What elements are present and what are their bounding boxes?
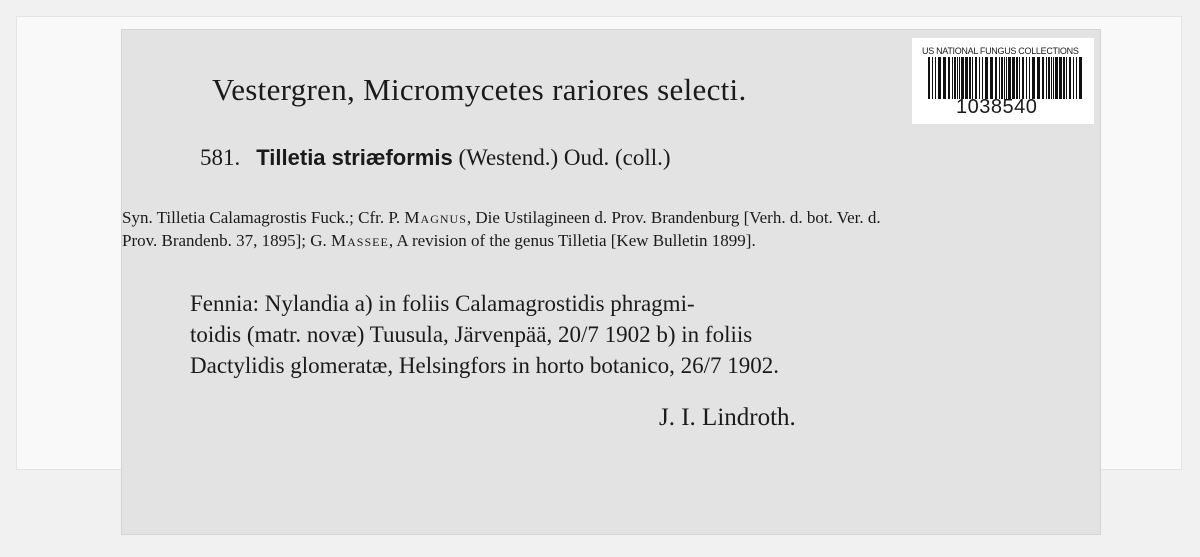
barcode-label bbox=[912, 38, 1094, 124]
barcode-bar bbox=[1066, 57, 1067, 99]
author-magnus: Magnus bbox=[404, 208, 467, 227]
catalog-number: 1038540 bbox=[956, 96, 1038, 118]
barcode-bar bbox=[999, 57, 1000, 99]
barcode-bar bbox=[1076, 57, 1077, 99]
barcode-bar bbox=[935, 57, 936, 99]
locality-line: Dactylidis glomeratæ, Helsingfors in horto botanico, 26/7 1902. bbox=[190, 353, 779, 378]
locality-line: toidis (matr. novæ) Tuusula, Järvenpää, 20/7 1902 b) in foliis bbox=[190, 322, 753, 347]
barcode-bar bbox=[1029, 57, 1030, 99]
barcode-bar bbox=[1026, 57, 1027, 99]
locality-line: Fennia: Nylandia a) in foliis Calamagrostidis phragmi- bbox=[190, 291, 695, 316]
species-name: Tilletia striæformis bbox=[256, 145, 453, 170]
barcode-bar bbox=[1046, 57, 1047, 99]
species-line bbox=[200, 145, 671, 171]
barcode-bar bbox=[928, 57, 930, 99]
barcode-bar bbox=[1069, 57, 1071, 99]
barcode-bar bbox=[975, 57, 977, 99]
collector-name: J. I. Lindroth. bbox=[659, 404, 796, 431]
barcode-bar bbox=[1055, 57, 1058, 99]
barcode-bar bbox=[1073, 57, 1074, 99]
barcode-bar bbox=[943, 57, 946, 99]
barcode-bar bbox=[1006, 57, 1007, 99]
barcode-bar bbox=[1012, 57, 1015, 99]
locality-text bbox=[190, 288, 779, 381]
barcode-bar bbox=[982, 57, 983, 99]
barcode-bar bbox=[985, 57, 988, 99]
barcode-bar bbox=[1019, 57, 1020, 99]
barcode-bar bbox=[948, 57, 950, 99]
barcode-bar bbox=[1032, 57, 1035, 99]
barcode-bar bbox=[959, 57, 960, 99]
barcode-bar bbox=[957, 57, 958, 99]
barcode-bar bbox=[1022, 57, 1024, 99]
species-authority: (Westend.) Oud. (coll.) bbox=[452, 145, 671, 170]
barcode-bar bbox=[1048, 57, 1050, 99]
institution-name: US NATIONAL FUNGUS COLLECTIONS bbox=[922, 46, 1079, 56]
barcode-bar bbox=[979, 57, 980, 99]
barcode-bar bbox=[954, 57, 956, 99]
barcode-bar bbox=[965, 57, 968, 99]
barcode-bar bbox=[1079, 57, 1082, 99]
barcode-bar bbox=[1001, 57, 1003, 99]
barcode-bar bbox=[1037, 57, 1040, 99]
synonymy-part: , Die Ustilagineen d. Prov. Brandenburg [Verh. d. bot. Ver. d. Prov. Brandenb. 37, 1895]; G. bbox=[122, 208, 881, 250]
barcode-bar bbox=[1016, 57, 1018, 99]
barcode-bar bbox=[961, 57, 964, 99]
synonymy-part: Syn. Tilletia Calamagrostis Fuck.; Cfr. P. bbox=[122, 208, 405, 227]
barcode-bars bbox=[928, 57, 1086, 99]
barcode-bar bbox=[1063, 57, 1065, 99]
synonymy-part: , A revision of the genus Tilletia [Kew Bulletin 1899]. bbox=[388, 231, 756, 250]
synonymy-text bbox=[122, 206, 888, 252]
barcode-bar bbox=[995, 57, 997, 99]
barcode-bar bbox=[1051, 57, 1052, 99]
barcode-bar bbox=[952, 57, 953, 99]
barcode-bar bbox=[938, 57, 941, 99]
barcode-bar bbox=[1004, 57, 1005, 99]
barcode-bar bbox=[932, 57, 933, 99]
exsiccata-number: 581. bbox=[200, 145, 241, 170]
barcode-bar bbox=[990, 57, 993, 99]
barcode-bar bbox=[1053, 57, 1054, 99]
barcode-bar bbox=[972, 57, 973, 99]
barcode-bar bbox=[1042, 57, 1044, 99]
barcode-bar bbox=[969, 57, 971, 99]
barcode-bar bbox=[1059, 57, 1062, 99]
author-massee: Massee bbox=[331, 231, 389, 250]
barcode-bar bbox=[1008, 57, 1011, 99]
label-heading: Vestergren, Micromycetes rariores selecti. bbox=[212, 72, 747, 107]
